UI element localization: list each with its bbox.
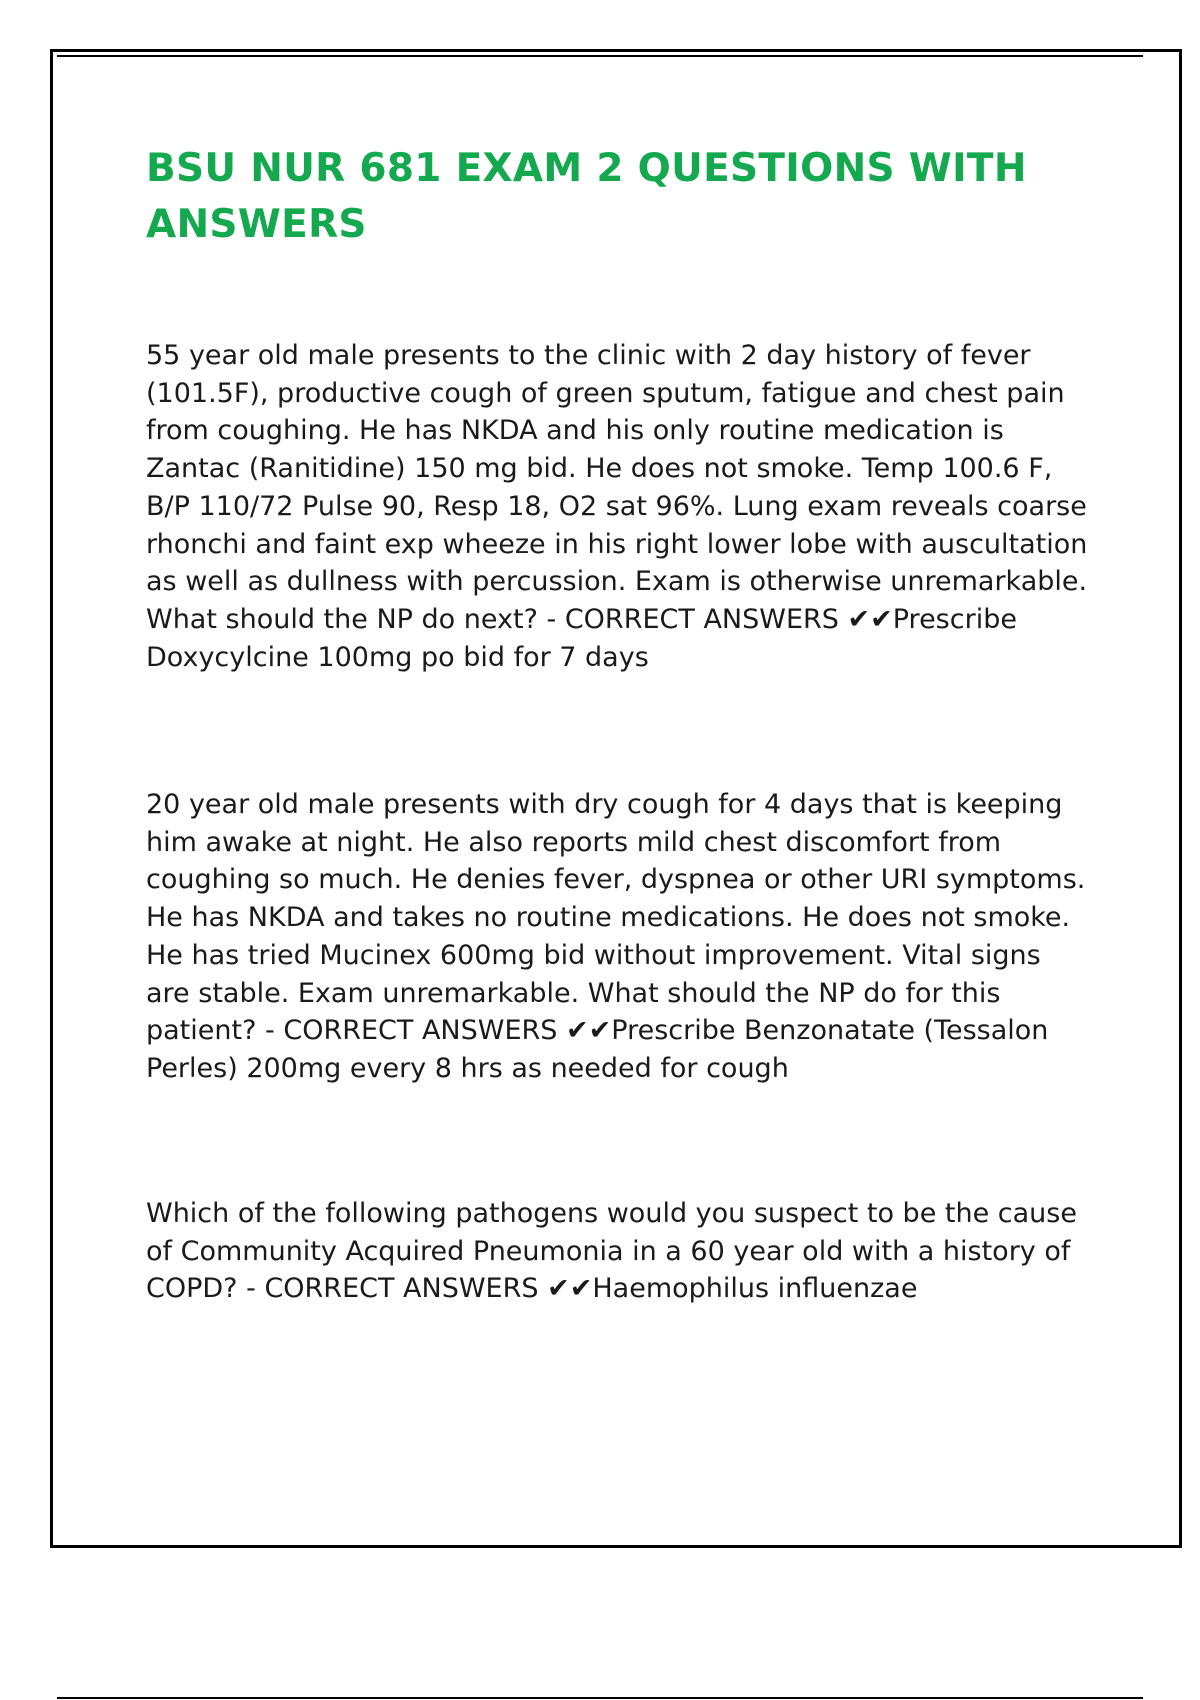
qa-item-1 <box>146 337 1091 676</box>
question-text: 55 year old male presents to the clinic with 2 day history of fever (101.5F), productive cough of green sputum, fatigue and chest pain from coughing. He has NKDA and his only routine medication is Zantac (Ranitidine) 150 mg bid. He does not smoke. Temp 100.6 F, B/P 110/72 Pulse 90, Resp 18, O2 sat 96%. Lung exam reveals coarse rhonchi and faint exp wheeze in his right lower lobe with auscultation as well as dullness with percussion. Exam is otherwise unremarkable. What should the NP do next? <box>146 340 1088 635</box>
answer-text: Prescribe Doxycylcine 100mg po bid for 7 days <box>146 603 1017 673</box>
qa-item-3 <box>146 1195 1091 1308</box>
check-icon: ✔✔ <box>547 1273 593 1305</box>
question-text: 20 year old male presents with dry cough for 4 days that is keeping him awake at night. He also reports mild chest discomfort from coughing so much. He denies fever, dyspnea or other URI symptoms. He has NKDA and takes no routine medications. He does not smoke. He has tried Mucinex 600mg bid without improvement. Vital signs are stable. Exam unremarkable. What should the NP do for this patient? <box>146 789 1086 1047</box>
check-icon: ✔✔ <box>847 603 893 635</box>
answer-label: CORRECT ANSWERS <box>283 1015 558 1047</box>
question-text: Which of the following pathogens would you suspect to be the cause of Community Acquired Pneumonia in a 60 year old with a history of COPD? <box>146 1198 1077 1305</box>
top-rule <box>57 55 1143 57</box>
check-icon: ✔✔ <box>566 1015 612 1047</box>
answer-label: CORRECT ANSWERS <box>564 603 839 635</box>
document-title: BSU NUR 681 EXAM 2 QUESTIONS WITH ANSWERS <box>146 146 1027 247</box>
qa-item-2 <box>146 786 1091 1088</box>
separator: - <box>537 603 565 635</box>
separator: - <box>256 1015 284 1047</box>
answer-text: Prescribe Benzonatate (Tessalon Perles) 200mg every 8 hrs as needed for cough <box>146 1015 1049 1084</box>
answer-text: Haemophilus influenzae <box>592 1273 918 1305</box>
bottom-rule <box>57 1697 1143 1699</box>
separator: - <box>237 1273 265 1305</box>
answer-label: CORRECT ANSWERS <box>264 1273 539 1305</box>
